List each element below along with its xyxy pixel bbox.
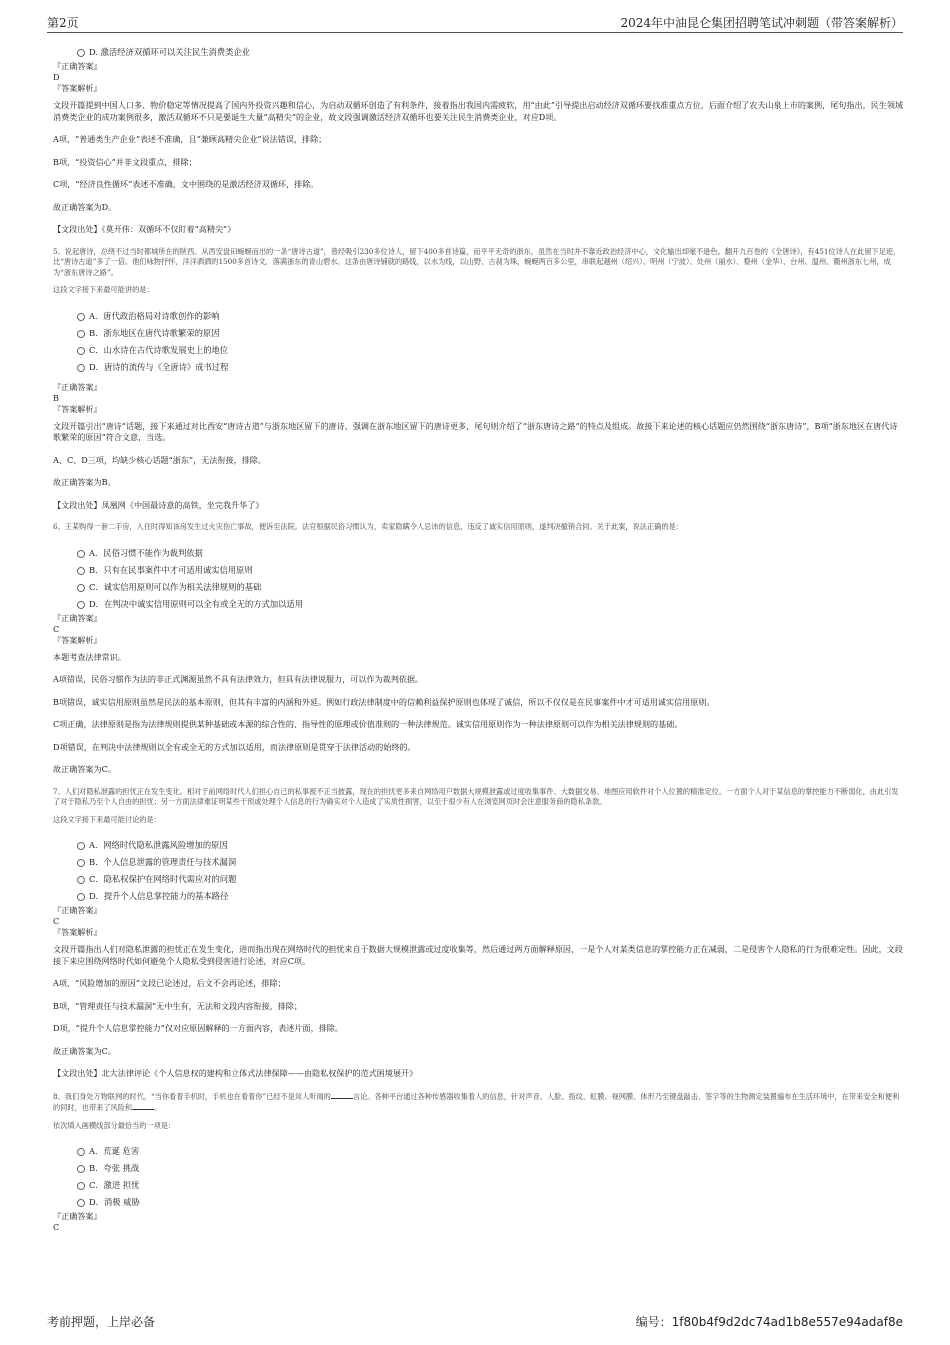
radio-icon[interactable] bbox=[77, 1182, 85, 1190]
option-label: D．提升个人信息掌控能力的基本路径 bbox=[89, 891, 229, 901]
page-number: 第2页 bbox=[47, 16, 79, 30]
answer-label: 『正确答案』 bbox=[53, 61, 102, 71]
radio-icon[interactable] bbox=[77, 842, 85, 850]
analysis-paragraph: 故正确答案为C。 bbox=[53, 764, 116, 774]
analysis-paragraph: A项，“风险增加的原因”文段已论述过，后文不会再论述，排除； bbox=[53, 978, 286, 988]
option-b[interactable] bbox=[53, 562, 905, 579]
option-label: A．荒诞 危害 bbox=[89, 1146, 140, 1156]
option-label: A．唐代政治格局对诗歌创作的影响 bbox=[89, 310, 220, 321]
question-stem: 6、王某购得一套二手房，入住时得知该房发生过火灾伤亡事故，便诉至法院。法官根据民俗习惯认为，卖家隐瞒令人忌讳的信息，违反了诚实信用原则，遂判决撤销合同。关于此案，说法正确的是： bbox=[53, 522, 683, 531]
option-d[interactable] bbox=[53, 359, 905, 376]
analysis-label: 『答案解析』 bbox=[53, 634, 102, 645]
stem-part: 言论。各种平台通过各种传感器收集着人的信息，针对声音、人脸、指纹、虹膜、视网膜、体形乃至键盘敲击、签字等的生物测定装置遍布在生活环境中，在带来安全和便利的同时，也带来了风险和 bbox=[53, 1091, 900, 1112]
question-stem: 7、人们对隐私泄露的担忧正在发生变化。相对于前网络时代人们担心自己的私事被不正当披露，现在的担忧更多来自网络用户数据大规模泄露或过度收集事件、大数据交易、地图应用软件对个人位置的精准定位。一方面个人对于某信息的掌控能力不断弱化，由此引发了对于隐私乃至个人自由的担忧；另一方面法律难证明某些干预或处理个人信息的行为确实对个人造成了实质性损害，以至于很少有人在浏览网页时会注意服务商的隐私条款。 bbox=[53, 786, 899, 806]
analysis-paragraph: 文段开篇引出“唐诗”话题，接下来通过对比西安“唐诗古道”与浙东地区留下的唐诗，强调在浙东地区留下的唐诗更多，尾句则介绍了“浙东唐诗之路”的特点及组成。故接下来论述的核心话题应仍然围绕“浙东唐诗”，B项“浙东地区在唐代诗歌繁荣的原因”符合文意，当选。 bbox=[53, 420, 898, 442]
option-a[interactable] bbox=[53, 1143, 905, 1160]
option-label: C．激进 担忧 bbox=[89, 1180, 140, 1190]
analysis-paragraph: A、C、D三项，均缺少核心话题“浙东”，无法衔接，排除。 bbox=[53, 454, 266, 465]
option-b[interactable] bbox=[53, 854, 905, 871]
option-c[interactable] bbox=[53, 1177, 905, 1194]
radio-icon[interactable] bbox=[77, 1165, 85, 1173]
document-title: 2024年中油昆仑集团招聘笔试冲刺题（带答案解析） bbox=[620, 16, 903, 30]
option-c[interactable] bbox=[53, 579, 905, 596]
analysis-paragraph: 故正确答案为C。 bbox=[53, 1045, 116, 1056]
analysis-paragraph: 故正确答案为D。 bbox=[53, 201, 117, 212]
radio-icon[interactable] bbox=[77, 364, 85, 372]
answer-value: B bbox=[53, 392, 59, 403]
stem-part: 8、我们身处万物联网的时代，“当你看着手机时，手机也在看着你”已经不是耸人听闻的 bbox=[53, 1091, 331, 1101]
analysis-paragraph: C项正确，法律原则是指为法律规则提供某种基础或本源的综合性的、指导性的原理或价值准则的一种法律规范。诚实信用原则作为一种法律原则可以作为相关法律规则的基础。 bbox=[53, 719, 683, 729]
option-label: D．在判决中诚实信用原则可以全有或全无的方式加以适用 bbox=[89, 598, 304, 609]
analysis-paragraph: A项错误，民俗习惯作为法的非正式渊源虽然不具有法律效力，但具有法律说服力，可以作为裁判依据。 bbox=[53, 674, 424, 684]
radio-icon[interactable] bbox=[77, 330, 85, 338]
analysis-paragraph: 故正确答案为B。 bbox=[53, 477, 116, 487]
fill-blank bbox=[331, 1091, 353, 1099]
option-label: D．消极 威胁 bbox=[89, 1197, 140, 1207]
question-stem bbox=[53, 1091, 905, 1114]
analysis-label: 『答案解析』 bbox=[53, 83, 102, 93]
answer-label: 『正确答案』 bbox=[53, 905, 102, 915]
option-label: A．民俗习惯不能作为裁判依据 bbox=[89, 547, 203, 558]
option-label: B．浙东地区在唐代诗歌繁荣的原因 bbox=[89, 327, 220, 338]
analysis-paragraph: A项，“普通类生产企业”表述不准确，且“兼顾高精尖企业”说法错误，排除； bbox=[53, 134, 327, 144]
option-label: B．夸张 挑战 bbox=[89, 1163, 140, 1173]
question-prompt: 依次填入画横线部分最恰当的一项是： bbox=[53, 1120, 176, 1130]
option-label: D. 激活经济双循环可以关注民生消费类企业 bbox=[89, 47, 250, 57]
source-citation: 【文段出处】北大法律评论《个人信息权的建构和立体式法律保障——由隐私权保护的范式困境展开》 bbox=[53, 1068, 418, 1078]
answer-label: 『正确答案』 bbox=[53, 612, 102, 623]
radio-icon[interactable] bbox=[77, 550, 85, 558]
option-label: C．隐私权保护在网络时代需应对的问题 bbox=[89, 874, 237, 884]
radio-icon[interactable] bbox=[77, 567, 85, 575]
option-label: C．山水诗在古代诗歌发展史上的地位 bbox=[89, 344, 229, 355]
option-b[interactable] bbox=[53, 325, 905, 342]
radio-icon[interactable] bbox=[77, 49, 85, 57]
answer-label: 『正确答案』 bbox=[53, 1211, 102, 1221]
fill-blank bbox=[132, 1102, 154, 1110]
analysis-paragraph: B项错误，诚实信用原则虽然是民法的基本原则，但其有丰富的内涵和外延。例如行政法律制度中的信赖利益保护原则也体现了诚信，所以不仅仅是在民事案件中才可适用诚实信用原则。 bbox=[53, 696, 715, 707]
q4-option-d[interactable] bbox=[53, 44, 905, 61]
page-header bbox=[47, 14, 903, 33]
option-a[interactable] bbox=[53, 837, 905, 854]
option-label: C．诚实信用原则可以作为相关法律规则的基础 bbox=[89, 581, 262, 592]
answer-value: C bbox=[53, 916, 60, 926]
footer-motto: 考前押题，上岸必备 bbox=[47, 1315, 156, 1329]
option-label: B．个人信息泄露的管理责任与技术漏洞 bbox=[89, 857, 237, 867]
option-a[interactable] bbox=[53, 308, 905, 325]
analysis-label: 『答案解析』 bbox=[53, 403, 102, 414]
option-label: A．网络时代隐私泄露风险增加的原因 bbox=[89, 840, 228, 850]
analysis-paragraph: B项，“管理责任与技术漏洞”无中生有，无法和文段内容衔接，排除； bbox=[53, 1000, 302, 1011]
option-b[interactable] bbox=[53, 1160, 905, 1177]
radio-icon[interactable] bbox=[77, 1148, 85, 1156]
analysis-paragraph: B项，“投资信心”并非文段重点，排除； bbox=[53, 156, 197, 167]
analysis-label: 『答案解析』 bbox=[53, 927, 102, 937]
radio-icon[interactable] bbox=[77, 876, 85, 884]
radio-icon[interactable] bbox=[77, 347, 85, 355]
analysis-paragraph: 本题考查法律常识。 bbox=[53, 651, 126, 662]
answer-label: 『正确答案』 bbox=[53, 381, 102, 392]
question-prompt: 这段文字接下来最可能讲的是： bbox=[53, 285, 154, 294]
source-citation: 【文段出处】《莫开伟：双循环不仅盯着“高精尖”》 bbox=[53, 224, 236, 234]
answer-value: D bbox=[53, 72, 60, 82]
option-d[interactable] bbox=[53, 888, 905, 905]
option-label: D．唐诗的流传与《全唐诗》成书过程 bbox=[89, 361, 229, 372]
analysis-paragraph: 文段开篇指出人们对隐私泄露的担忧正在发生变化，进而指出现在网络时代的担忧来自于数据大规模泄露或过度收集等，然后通过两方面解释原因，一是个人对某类信息的掌控能力正在减弱，二是侵害个人隐私的行为很难定性。因此，文段接下来应围绕网络时代如何避免个人隐私受到侵害进行论述，对应C项。 bbox=[53, 944, 903, 966]
answer-value: C bbox=[53, 623, 60, 634]
option-c[interactable] bbox=[53, 342, 905, 359]
radio-icon[interactable] bbox=[77, 859, 85, 867]
analysis-paragraph: D项，“提升个人信息掌控能力”仅对应原因解释的一方面内容，表述片面，排除。 bbox=[53, 1023, 343, 1033]
option-d[interactable] bbox=[53, 596, 905, 613]
analysis-paragraph: C项，“经济良性循环”表述不准确，文中围绕的是激活经济双循环，排除。 bbox=[53, 179, 319, 189]
radio-icon[interactable] bbox=[77, 893, 85, 901]
question-stem: 5、说起唐诗，总绕不过当时都城所在的陕西。从西安盘田蜿蜒而出的一条“唐诗古道”，曾经吸引230多位诗人，留下400多首诗篇，而平平无奇的浙东，虽然在当时并不靠近政治经济中心，文化输出却毫不逊色。翻开九百卷的《全唐诗》，有451位诗人在此留下足迹，比“唐诗古道”多了一倍。他们咏物抒怀，洋洋洒洒的1500多首诗文，落满浙东的青山碧水。这条由唐诗铺就的路线，以水为线，以山野、古刹为珠，蜿蜒两百多公里，串联起越州（绍兴）、明州（宁波）、处州（丽水）、婺州（金华）、台州、温州、衢州浙东七州，成为“浙东唐诗之路”。 bbox=[53, 246, 901, 277]
answer-value: C bbox=[53, 1222, 60, 1232]
option-c[interactable] bbox=[53, 871, 905, 888]
option-a[interactable] bbox=[53, 545, 905, 562]
analysis-paragraph: D项错误，在判决中法律规则以全有或全无的方式加以适用，而法律原则是贯穿于法律活动的始终的。 bbox=[53, 741, 416, 752]
stem-part: 。 bbox=[154, 1103, 162, 1112]
radio-icon[interactable] bbox=[77, 313, 85, 321]
radio-icon[interactable] bbox=[77, 601, 85, 609]
radio-icon[interactable] bbox=[77, 584, 85, 592]
analysis-paragraph: 文段开篇提到中国人口多、物价稳定等情况提高了国内外投资兴趣和信心，为启动双循环创造了有利条件，接着指出我国内需疲软，用“由此”引导提出启动经济双循环要找准重点方位，后面介绍了农夫山泉上市的案例，尾句指出，民生领域消费类企业的成功案例很多，激活双循环不只是要诞生大量“高精尖”的企业，故文段强调激活经济双循环也要关注民生消费类企业，对应D项。 bbox=[53, 100, 904, 122]
page-footer bbox=[47, 1313, 903, 1329]
question-prompt: 这段文字接下来最可能讨论的是： bbox=[53, 814, 161, 824]
radio-icon[interactable] bbox=[77, 1199, 85, 1207]
source-citation: 【文段出处】凤凰网《中国最诗意的高铁，坐完我升华了》 bbox=[53, 499, 264, 510]
page-content bbox=[53, 44, 905, 1233]
document-code: 编号：1f80b4f9d2dc74ad1b8e557e94adaf8e bbox=[635, 1315, 903, 1329]
option-d[interactable] bbox=[53, 1194, 905, 1211]
option-label: B．只有在民事案件中才可适用诚实信用原则 bbox=[89, 564, 253, 575]
